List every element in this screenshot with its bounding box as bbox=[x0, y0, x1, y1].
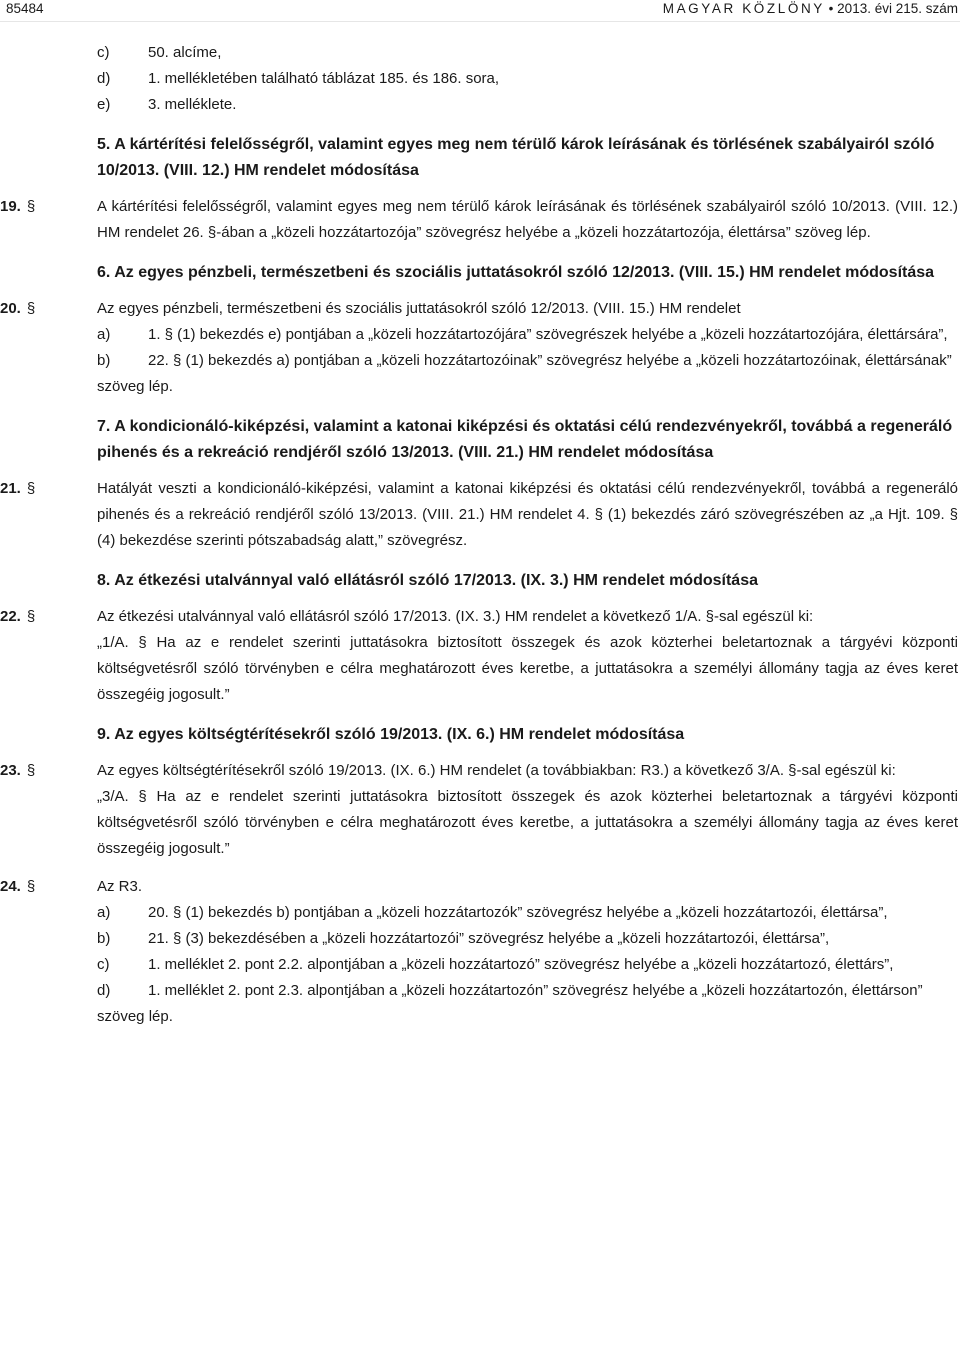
list-item-text: 1. melléklet 2. pont 2.3. alpontjában a „közeli hozzátartozón” szövegrész helyébe a „közeli hozzátartozón, élettárson” bbox=[148, 982, 923, 999]
article-number bbox=[0, 604, 35, 630]
article-number bbox=[0, 476, 35, 502]
list-item-marker: b) bbox=[97, 352, 111, 369]
article-number bbox=[0, 874, 35, 900]
list-item bbox=[0, 978, 960, 1004]
section-sign: § bbox=[26, 198, 36, 215]
page-number: 85484 bbox=[6, 1, 44, 16]
article-paragraph bbox=[0, 874, 960, 900]
article-paragraph bbox=[0, 476, 960, 554]
section-heading bbox=[0, 260, 960, 286]
article-number bbox=[0, 758, 35, 784]
list-item-text: 20. § (1) bekezdés b) pontjában a „közeli hozzátartozók” szövegrész helyébe a „közeli hozzátartozói, élettársa”, bbox=[148, 904, 888, 921]
list-item-marker: a) bbox=[97, 904, 111, 921]
list-item bbox=[0, 952, 960, 978]
page-header bbox=[0, 0, 960, 20]
list-item-marker: e) bbox=[97, 96, 111, 113]
list-item-marker: a) bbox=[97, 326, 111, 343]
list-item-text: 21. § (3) bekezdésében a „közeli hozzátartozói” szövegrész helyébe a „közeli hozzátartozói, élettársa”, bbox=[148, 930, 830, 947]
section-sign: § bbox=[26, 300, 36, 317]
article-text: A kártérítési felelősségről, valamint egyes meg nem térülő károk leírásának és törlésének szabályairól szóló 10/2013. (VIII. 12.) HM rendelet 26. §-ában a „közeli hozzátartozója” szövegrész helyébe a „közeli hozzátartozója, élettársa” szöveg lép. bbox=[97, 198, 958, 241]
article-number-text: 24. bbox=[0, 878, 21, 895]
article-number bbox=[0, 194, 35, 220]
text-paragraph bbox=[0, 630, 960, 708]
article-number-text: 23. bbox=[0, 762, 21, 779]
section-heading-text: 6. Az egyes pénzbeli, természetbeni és szociális juttatásokról szóló 12/2013. (VIII. 15.) HM rendelet módosítása bbox=[97, 264, 935, 281]
article-paragraph bbox=[0, 296, 960, 322]
article-paragraph bbox=[0, 194, 960, 246]
list-item-marker: d) bbox=[97, 70, 111, 87]
section-heading bbox=[0, 722, 960, 748]
list-item-marker: c) bbox=[97, 956, 110, 973]
section-heading bbox=[0, 568, 960, 594]
list-item bbox=[0, 900, 960, 926]
list-item-text: 1. melléklet 2. pont 2.2. alpontjában a „közeli hozzátartozó” szövegrész helyébe a „közeli hozzátartozó, élettárs”, bbox=[148, 956, 894, 973]
list-item bbox=[0, 92, 960, 118]
text-paragraph bbox=[0, 784, 960, 862]
publication-name: MAGYAR KÖZLÖNY bbox=[662, 1, 825, 16]
text-paragraph bbox=[0, 374, 960, 400]
article-paragraph bbox=[0, 758, 960, 784]
section-heading-text: 5. A kártérítési felelősségről, valamint egyes meg nem térülő károk leírásának és törlésének szabályairól szóló 10/2013. (VIII. 12.) HM rendelet módosítása bbox=[97, 136, 935, 179]
list-item bbox=[0, 348, 960, 374]
section-heading bbox=[0, 132, 960, 184]
article-text: Az étkezési utalvánnyal való ellátásról szóló 17/2013. (IX. 3.) HM rendelet a következő 1/A. §-sal egészül ki: bbox=[97, 608, 814, 625]
list-item-text: 50. alcíme, bbox=[148, 44, 222, 61]
bullet-separator: • bbox=[828, 1, 834, 16]
issue-number: 2013. évi 215. szám bbox=[837, 1, 958, 16]
text-paragraph bbox=[0, 1004, 960, 1030]
list-item-text: 22. § (1) bekezdés a) pontjában a „közeli hozzátartozóinak” szövegrész helyébe a „közeli hozzátartozóinak, élettársának” bbox=[148, 352, 952, 369]
list-item-marker: d) bbox=[97, 982, 111, 999]
list-item bbox=[0, 66, 960, 92]
paragraph-text: szöveg lép. bbox=[97, 378, 173, 395]
section-heading-text: 9. Az egyes költségtérítésekről szóló 19/2013. (IX. 6.) HM rendelet módosítása bbox=[97, 726, 685, 743]
list-item bbox=[0, 926, 960, 952]
paragraph-text: „1/A. § Ha az e rendelet szerinti juttatásokra biztosított összegek és azok közterhei beletartoznak a tárgyévi központi költségvetésről szóló törvényben e célra meghatározott éves keretbe, a juttatásokra a személyi állomány tagja az éves keret összegéig jogosult.” bbox=[97, 634, 958, 703]
running-title bbox=[663, 1, 958, 16]
header-divider bbox=[0, 21, 960, 22]
list-item-marker: c) bbox=[97, 44, 110, 61]
section-sign: § bbox=[26, 608, 36, 625]
article-text: Az egyes pénzbeli, természetbeni és szociális juttatásokról szóló 12/2013. (VIII. 15.) HM rendelet bbox=[97, 300, 741, 317]
list-item-marker: b) bbox=[97, 930, 111, 947]
paragraph-text: szöveg lép. bbox=[97, 1008, 173, 1025]
list-item-text: 1. mellékletében található táblázat 185. és 186. sora, bbox=[148, 70, 500, 87]
section-sign: § bbox=[26, 878, 36, 895]
section-heading-text: 7. A kondicionáló-kiképzési, valamint a katonai kiképzési és oktatási célú rendezvényekről, továbbá a regeneráló pihenés és a rekreáció rendjéről szóló 13/2013. (VIII. 21.) HM rendelet módosítása bbox=[97, 418, 953, 461]
article-text: Hatályát veszti a kondicionáló-kiképzési, valamint a katonai kiképzési és oktatási célú rendezvényekről, továbbá a regeneráló pihenés és a rekreáció rendjéről szóló 13/2013. (VIII. 21.) HM rendelet 4. § (1) bekezdés záró szövegrészében az „a Hjt. 109. § (4) bekezdése szerinti pótszabadság alatt,” szövegrész. bbox=[97, 480, 958, 549]
article-text: Az egyes költségtérítésekről szóló 19/2013. (IX. 6.) HM rendelet (a továbbiakban: R3.) a következő 3/A. §-sal egészül ki: bbox=[97, 762, 896, 779]
article-paragraph bbox=[0, 604, 960, 630]
list-item-text: 1. § (1) bekezdés e) pontjában a „közeli hozzátartozójára” szövegrészek helyébe a „közeli hozzátartozójára, élettársára”, bbox=[148, 326, 948, 343]
article-number bbox=[0, 296, 35, 322]
list-item bbox=[0, 40, 960, 66]
list-item bbox=[0, 322, 960, 348]
paragraph-text: „3/A. § Ha az e rendelet szerinti juttatásokra biztosított összegek és azok közterhei beletartoznak a tárgyévi központi költségvetésről szóló törvényben e célra meghatározott éves keretbe, a juttatásokra a személyi állomány tagja az éves keret összegéig jogosult.” bbox=[97, 788, 958, 857]
section-heading-text: 8. Az étkezési utalvánnyal való ellátásról szóló 17/2013. (IX. 3.) HM rendelet módosítása bbox=[97, 572, 758, 589]
section-heading bbox=[0, 414, 960, 466]
section-sign: § bbox=[26, 480, 36, 497]
section-sign: § bbox=[26, 762, 36, 779]
article-number-text: 20. bbox=[0, 300, 21, 317]
article-text: Az R3. bbox=[97, 878, 143, 895]
article-number-text: 21. bbox=[0, 480, 21, 497]
list-item-text: 3. melléklete. bbox=[148, 96, 237, 113]
document-body bbox=[0, 40, 960, 1030]
article-number-text: 19. bbox=[0, 198, 21, 215]
article-number-text: 22. bbox=[0, 608, 21, 625]
